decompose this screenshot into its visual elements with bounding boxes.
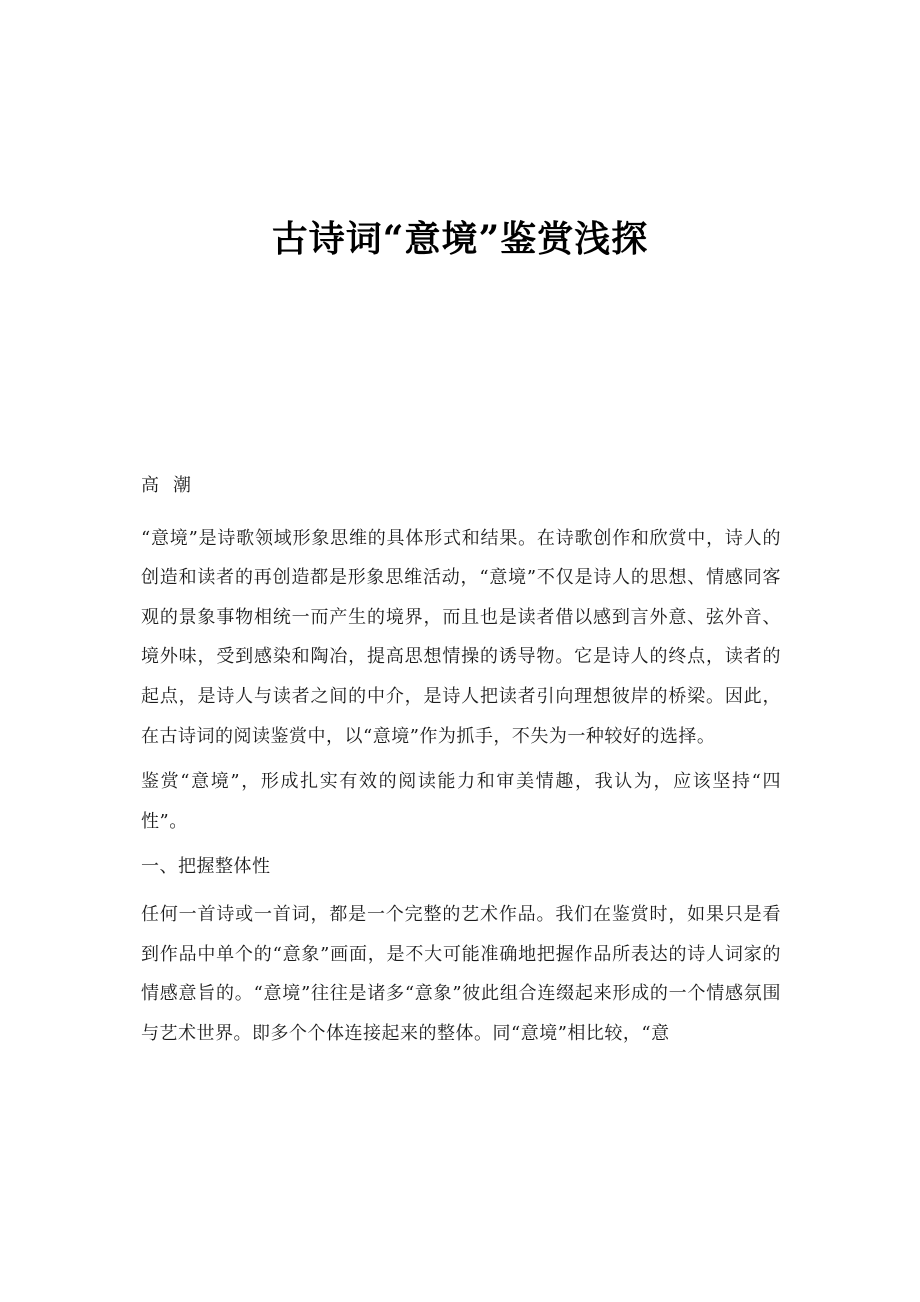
paragraph-intro: “意境”是诗歌领域形象思维的具体形式和结果。在诗歌创作和欣赏中，诗人的创造和读者的再创造都是形象思维活动，“意境”不仅是诗人的思想、情感同客观的景象事物相统一而产生的境界，而且也是读者借以感到言外意、弦外音、境外味，受到感染和陶冶，提高思想情操的诱导物。它是诗人的终点，读者的起点，是诗人与读者之间的中介，是诗人把读者引向理想彼岸的桥梁。因此，在古诗词的阅读鉴赏中，以“意境”作为抓手，不失为一种较好的选择。 [141,527,781,747]
document-body [141,466,781,1059]
section-heading-1: 一、把握整体性 [141,856,271,878]
paragraph-wholeness: 任何一首诗或一首词，都是一个完整的艺术作品。我们在鉴赏时，如果只是看到作品中单个的“意象”画面，是不大可能准确地把握作品所表达的诗人词家的情感意旨的。“意境”往往是诸多“意象”彼此组合连缀起来形成的一个情感氛围与艺术世界。即多个个体连接起来的整体。同“意境”相比较，“意 [141,903,781,1044]
document-title: 古诗词“意境”鉴赏浅探 [271,218,649,260]
author-name: 高潮 [141,475,205,496]
paragraph-four-principles: 鉴赏“意境”，形成扎实有效的阅读能力和审美情趣，我认为，应该坚持“四性”。 [141,771,781,832]
